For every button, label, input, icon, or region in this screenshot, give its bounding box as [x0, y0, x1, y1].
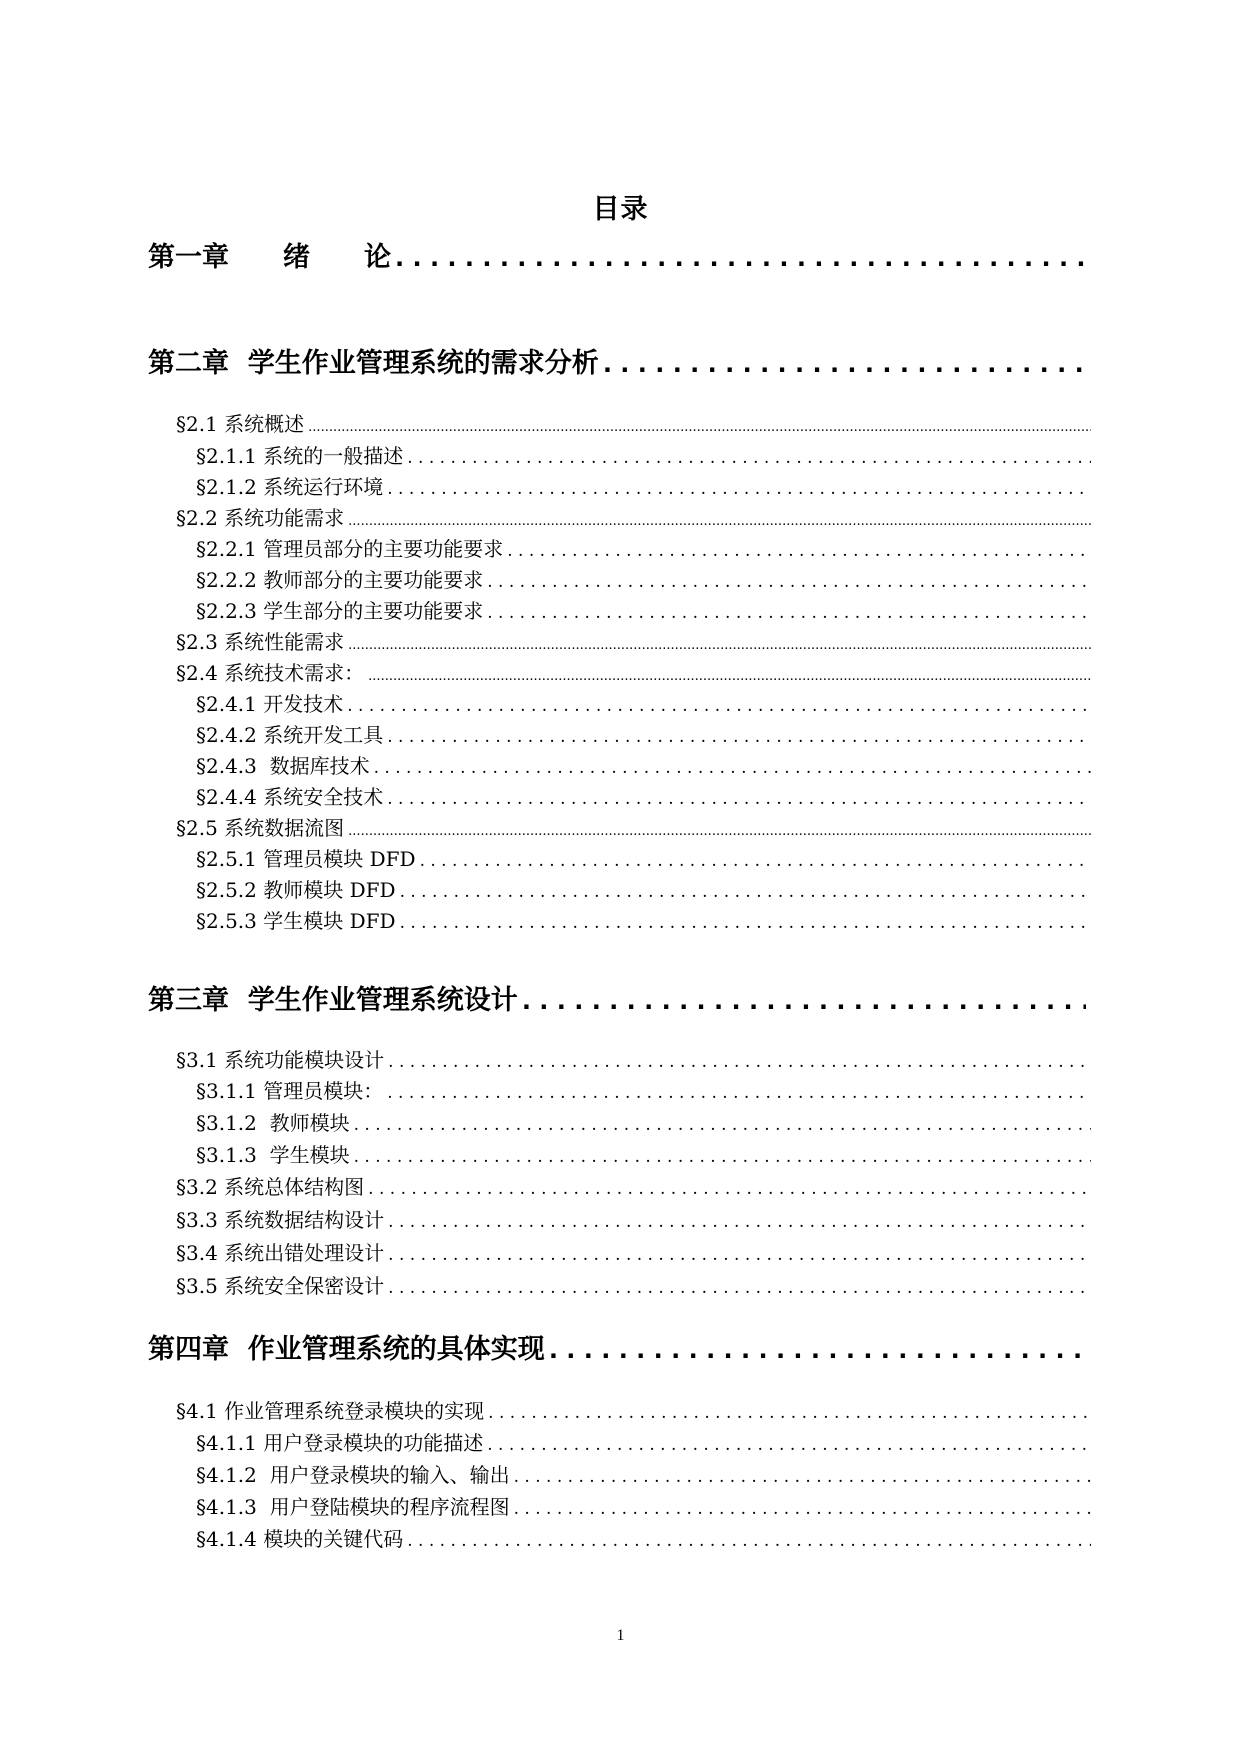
toc-entry-2-4-3[interactable] — [196, 751, 1091, 781]
dot-leader — [487, 567, 1091, 595]
toc-entry-chapter-3[interactable] — [148, 981, 1086, 1021]
toc-entry-label: §2.4.2 系统开发工具 — [196, 723, 384, 747]
toc-entry-2-5[interactable] — [176, 813, 1091, 843]
dot-leader — [368, 662, 1091, 688]
toc-entry-2-3[interactable] — [176, 627, 1091, 657]
toc-entry-label: 第四章 作业管理系统的具体实现 — [148, 1334, 545, 1365]
dot-leader — [387, 1078, 1091, 1106]
toc-entry-2-4-1[interactable] — [196, 689, 1091, 719]
toc-entry-2-2-1[interactable] — [196, 534, 1091, 564]
toc-entry-2-1[interactable] — [176, 409, 1091, 439]
dot-leader — [348, 631, 1091, 657]
toc-entry-3-1-2[interactable] — [196, 1108, 1091, 1138]
dot-leader — [348, 507, 1091, 533]
toc-entry-4-1-4[interactable] — [196, 1524, 1091, 1554]
dot-leader — [522, 981, 1086, 1021]
toc-entry-label: §4.1.2 用户登录模块的输入、输出 — [196, 1463, 510, 1487]
toc-entry-label: §2.1 系统概述 — [176, 412, 305, 436]
toc-entry-2-2-2[interactable] — [196, 565, 1091, 595]
toc-entry-2-2-3[interactable] — [196, 596, 1091, 626]
toc-entry-3-1[interactable] — [176, 1045, 1091, 1075]
toc-entry-4-1-1[interactable] — [196, 1428, 1091, 1458]
dot-leader — [487, 1430, 1091, 1458]
toc-entry-label: §3.1.1 管理员模块： — [196, 1079, 384, 1103]
dot-leader — [368, 1174, 1091, 1202]
toc-entry-label: §4.1.1 用户登录模块的功能描述 — [196, 1431, 484, 1455]
toc-entry-label: §2.2.2 教师部分的主要功能要求 — [196, 568, 484, 592]
toc-entry-label: §2.2 系统功能需求 — [176, 506, 345, 530]
dot-leader — [387, 474, 1091, 502]
dot-leader — [374, 753, 1091, 781]
dot-leader — [549, 1330, 1086, 1370]
toc-entry-label: §4.1.3 用户登陆模块的程序流程图 — [196, 1495, 510, 1519]
toc-entry-3-2[interactable] — [176, 1172, 1091, 1202]
toc-entry-label: §3.4 系统出错处理设计 — [176, 1241, 385, 1265]
dot-leader — [308, 413, 1091, 439]
toc-entry-label: §4.1.4 模块的关键代码 — [196, 1527, 404, 1551]
dot-leader — [407, 1526, 1091, 1554]
toc-entry-2-5-1[interactable] — [196, 844, 1091, 874]
dot-leader — [488, 1398, 1091, 1426]
toc-entry-label: §3.2 系统总体结构图 — [176, 1175, 365, 1199]
toc-entry-chapter-1[interactable] — [148, 238, 1086, 278]
toc-entry-3-5[interactable] — [176, 1271, 1091, 1301]
toc-entry-2-5-3[interactable] — [196, 906, 1091, 936]
toc-entry-2-4-2[interactable] — [196, 720, 1091, 750]
toc-entry-chapter-2[interactable] — [148, 344, 1086, 384]
toc-entry-label: §2.3 系统性能需求 — [176, 630, 345, 654]
toc-entry-label: §3.3 系统数据结构设计 — [176, 1208, 385, 1232]
toc-entry-label: §2.4.1 开发技术 — [196, 692, 344, 716]
dot-leader — [354, 1142, 1091, 1170]
dot-leader — [487, 598, 1091, 626]
toc-title: 目录 — [592, 194, 649, 225]
toc-entry-label: §3.1.3 学生模块 — [196, 1143, 350, 1167]
toc-entry-chapter-4[interactable] — [148, 1330, 1086, 1370]
page-number: 1 — [616, 1627, 625, 1644]
toc-entry-label: §2.4 系统技术需求： — [176, 661, 365, 685]
dot-leader — [387, 722, 1091, 750]
toc-entry-label: §2.2.1 管理员部分的主要功能要求 — [196, 537, 504, 561]
toc-entry-label: §2.1.1 系统的一般描述 — [196, 444, 404, 468]
dot-leader — [514, 1494, 1091, 1522]
toc-entry-label: §2.5.2 教师模块 DFD — [196, 878, 396, 902]
toc-entry-label: §2.5.3 学生模块 DFD — [196, 909, 396, 933]
toc-entry-label: §4.1 作业管理系统登录模块的实现 — [176, 1399, 485, 1423]
toc-entry-label: §3.1.2 教师模块 — [196, 1111, 350, 1135]
toc-entry-label: §2.5.1 管理员模块 DFD — [196, 847, 416, 871]
dot-leader — [388, 1273, 1091, 1301]
toc-entry-label: 第一章 绪 论 — [148, 242, 391, 273]
dot-leader — [514, 1462, 1091, 1490]
toc-entry-2-4[interactable] — [176, 658, 1091, 688]
toc-entry-2-2[interactable] — [176, 503, 1091, 533]
toc-entry-2-1-2[interactable] — [196, 472, 1091, 502]
toc-entry-label: §2.4.3 数据库技术 — [196, 754, 370, 778]
toc-entry-label: §2.4.4 系统安全技术 — [196, 785, 384, 809]
toc-entry-label: 第三章 学生作业管理系统设计 — [148, 985, 518, 1016]
dot-leader — [395, 238, 1086, 278]
dot-leader — [400, 877, 1091, 905]
dot-leader — [407, 443, 1091, 471]
dot-leader — [348, 817, 1091, 843]
toc-entry-2-4-4[interactable] — [196, 782, 1091, 812]
dot-leader — [347, 691, 1091, 719]
dot-leader — [400, 908, 1091, 936]
dot-leader — [388, 1240, 1091, 1268]
toc-entry-label: §3.1 系统功能模块设计 — [176, 1048, 385, 1072]
dot-leader — [354, 1110, 1091, 1138]
toc-entry-4-1-2[interactable] — [196, 1460, 1091, 1490]
toc-entry-3-1-3[interactable] — [196, 1140, 1091, 1170]
toc-entry-4-1-3[interactable] — [196, 1492, 1091, 1522]
toc-entry-3-1-1[interactable] — [196, 1076, 1091, 1106]
toc-entry-2-5-2[interactable] — [196, 875, 1091, 905]
toc-entry-label: 第二章 学生作业管理系统的需求分析 — [148, 348, 599, 379]
toc-entry-label: §3.5 系统安全保密设计 — [176, 1274, 385, 1298]
dot-leader — [388, 1047, 1091, 1075]
toc-entry-3-4[interactable] — [176, 1238, 1091, 1268]
toc-entry-2-1-1[interactable] — [196, 441, 1091, 471]
dot-leader — [603, 344, 1086, 384]
toc-entry-label: §2.5 系统数据流图 — [176, 816, 345, 840]
dot-leader — [420, 846, 1091, 874]
toc-entry-label: §2.2.3 学生部分的主要功能要求 — [196, 599, 484, 623]
dot-leader — [387, 784, 1091, 812]
toc-entry-label: §2.1.2 系统运行环境 — [196, 475, 384, 499]
toc-entry-3-3[interactable] — [176, 1205, 1091, 1235]
toc-entry-4-1[interactable] — [176, 1396, 1091, 1426]
dot-leader — [507, 536, 1091, 564]
dot-leader — [388, 1207, 1091, 1235]
